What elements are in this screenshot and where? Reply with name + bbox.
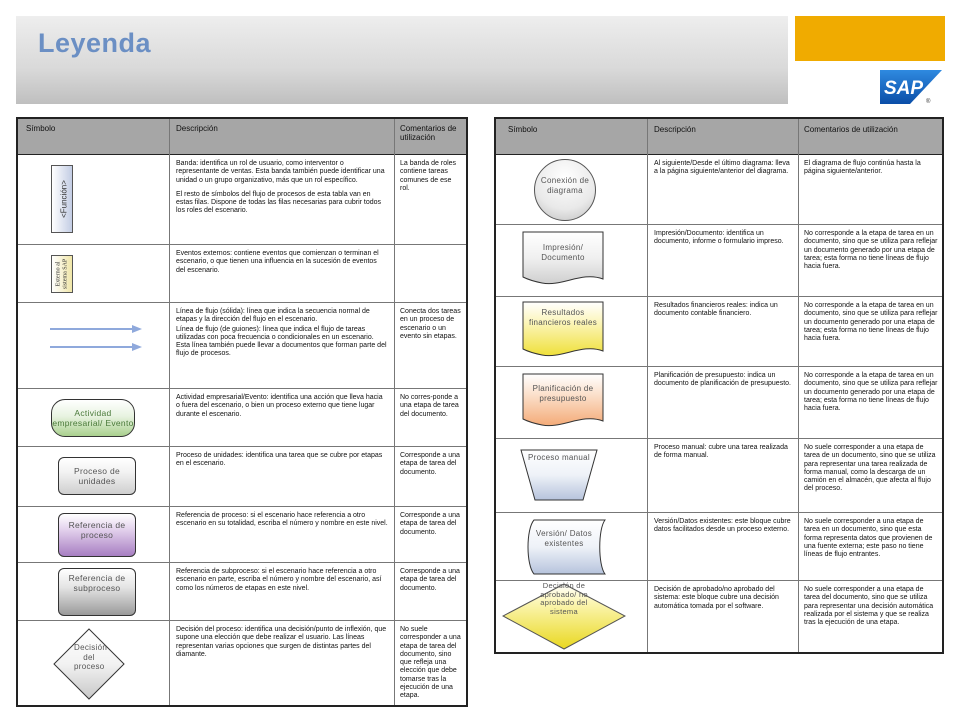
table-row — [496, 439, 942, 513]
left-legend-table — [16, 117, 468, 707]
row-comment: El diagrama de flujo continúa hasta la página siguiente/anterior. — [804, 160, 921, 176]
table-row — [496, 225, 942, 297]
print-document-label: Impresión/ Documento — [541, 243, 585, 262]
table-row — [496, 155, 942, 225]
budget-planning-label: Planificación de presupuesto — [532, 384, 594, 403]
row-comment: No suele corresponder a una etapa de tarea del documento, sino que se utiliza para representar una decisión automática realizada por el sistema y que se realiza tras la ejecución de una etapa. — [804, 586, 934, 627]
subprocess-reference-label: Referencia de subproceso — [68, 573, 126, 593]
table-row — [18, 447, 466, 507]
left-table-header — [18, 119, 466, 155]
row-description: Resultados financieros reales: indica un documento contable financiero. — [654, 302, 778, 318]
row-comment: La banda de roles contiene tareas comunes de ese rol. — [400, 160, 457, 192]
table-row — [18, 507, 466, 563]
accent-bar — [795, 16, 945, 61]
table-row — [18, 245, 466, 303]
row-comment: No suele corresponder a una etapa de tarea de un documento, sino que se utiliza para representar una tarea realizada de forma manual, como la descarga de un camión en el almacén, que afecta al flujo del proceso. — [804, 444, 936, 493]
header-comments: Comentarios de utilización — [804, 125, 898, 134]
row-description: Eventos externos: contiene eventos que comienzan o terminan el escenario, o que tienen una influencia en la sucesión de eventos del escenario. — [176, 250, 379, 274]
external-event-label: Externo al sistema SAP — [55, 258, 68, 290]
row-description: Proceso manual: cubre una tarea realizada de forma manual. — [654, 444, 788, 460]
sap-logo — [880, 70, 945, 106]
external-event-symbol — [51, 255, 73, 293]
row-description: Decisión del proceso: identifica una decisión/punto de inflexión, que supone una elección que debe realizar el usuario. Las líneas representan varias opciones que surgen de distintas partes del diamante. — [176, 626, 387, 658]
row-comment: Corresponde a una etapa de tarea del documento. — [400, 568, 460, 592]
svg-text:®: ® — [926, 99, 931, 105]
table-row — [496, 367, 942, 439]
table-row — [18, 563, 466, 621]
process-decision-label: Decisión del proceso — [74, 643, 108, 671]
row-description: Versión/Datos existentes: este bloque cubre datos facilitados desde un proceso externo. — [654, 518, 791, 534]
role-band-symbol — [51, 165, 73, 233]
business-activity-label: Actividad empresarial/ Evento — [52, 408, 134, 428]
process-reference-symbol — [58, 513, 136, 557]
unit-process-symbol — [58, 457, 136, 495]
row-description-2: Línea de flujo (de guiones): línea que indica el flujo de tareas utilizadas con poca frecuencia o condicionales en un escenario. Esta línea también puede llevar a documentos que forman parte del flujo de procesos. — [176, 325, 387, 358]
row-description: Línea de flujo (sólida): línea que indica la secuencia normal de etapas y la dirección del flujo en el escenario. — [176, 308, 370, 324]
table-row — [18, 155, 466, 245]
page-title: Leyenda — [38, 28, 152, 58]
row-description: Impresión/Documento: identifica un documento, informe o formulario impreso. — [654, 230, 784, 246]
row-comment: No corres-ponde a una etapa de tarea del documento. — [400, 394, 459, 418]
system-decision-label: Decisión de aprobado/ no aprobado del sistema — [540, 581, 588, 616]
diagram-connection-label: Conexión de diagrama — [540, 176, 590, 195]
header-description: Descripción — [654, 125, 696, 134]
row-comment: No suele corresponder a una etapa de tarea del documento, sino que refleja una elección que debe tomarse tras la ejecución de una etapa. — [400, 626, 461, 700]
sap-logo-text: SAP — [884, 78, 924, 99]
row-description: Banda: identifica un rol de usuario, como interventor o representante de ventas. Esta banda también puede identificar una unidad o un grupo organizativo, más que un rol específico. — [176, 160, 385, 184]
row-comment: Corresponde a una etapa de tarea del documento. — [400, 512, 460, 536]
unit-process-label: Proceso de unidades — [74, 466, 120, 486]
table-row — [496, 581, 942, 652]
subprocess-reference-symbol — [58, 568, 136, 616]
financial-results-label: Resultados financieros reales — [528, 308, 598, 327]
row-description: Referencia de proceso: si el escenario hace referencia a otro escenario en su totalidad, escriba el número y nombre en este nivel. — [176, 512, 388, 528]
table-row — [18, 303, 466, 389]
row-description: Decisión de aprobado/no aprobado del sistema: este bloque cubre una decisión automática tomada por el software. — [654, 586, 779, 610]
row-description: Proceso de unidades: identifica una tarea que se cubre por etapas en el escenario. — [176, 452, 383, 468]
header-symbol: Símbolo — [508, 125, 538, 134]
row-description-2: El resto de símbolos del flujo de procesos de esta tabla van en estas filas. Dispone de todas las filas necesarias para cubrir todos los roles del escenario. — [176, 190, 382, 215]
header-comments: Comentarios de utilización — [400, 124, 457, 142]
header-description: Descripción — [176, 124, 218, 133]
process-reference-label: Referencia de proceso — [68, 520, 126, 540]
business-activity-symbol — [51, 399, 135, 437]
title-bar — [16, 16, 788, 104]
right-legend-table — [494, 117, 944, 654]
manual-process-label: Proceso manual — [527, 453, 590, 462]
table-row — [496, 297, 942, 367]
row-description: Al siguiente/Desde el último diagrama: lleva a la página siguiente/anterior del diagrama. — [654, 160, 790, 176]
row-description: Actividad empresarial/Evento: identifica una acción que lleva hacia o fuera del escenario, o bien un proceso externo que tiene lugar durante el escenario. — [176, 394, 383, 418]
row-comment: Corresponde a una etapa de tarea del documento. — [400, 452, 460, 476]
row-description: Planificación de presupuesto: indica un documento de planificación de presupuesto. — [654, 372, 791, 388]
row-comment: No suele corresponder a una etapa de tarea en un documento, sino que esta forma representa datos que provienen de una fuente externa; este paso no tiene líneas de flujo entrantes. — [804, 518, 933, 559]
row-comment: No corresponde a la etapa de tarea en un documento, sino que se utiliza para reflejar un documento generado por una etapa de tarea; esta forma no tiene líneas de flujo hacia fuera. — [804, 302, 938, 343]
role-band-label: <Función> — [59, 180, 69, 218]
row-comment: No corresponde a la etapa de tarea en un documento, sino que se utiliza para reflejar un documento generado por una etapa de tarea; esta forma no tiene líneas de flujo hacia fuera. — [804, 230, 938, 271]
table-row — [18, 389, 466, 447]
existing-data-label: Versión/ Datos existentes — [535, 529, 593, 548]
right-table-header — [496, 119, 942, 155]
header-symbol: Símbolo — [26, 124, 56, 133]
table-row — [18, 621, 466, 705]
table-row — [496, 513, 942, 581]
row-description: Referencia de subproceso: si el escenario hace referencia a otro escenario en parte, escriba el número y nombre del escenario, así como los números de etapas en este nivel. — [176, 568, 382, 592]
row-comment: Conecta dos tareas en un proceso de escenario o un evento sin etapas. — [400, 308, 461, 340]
flow-lines-symbol — [48, 321, 144, 355]
diagram-connection-symbol — [534, 159, 596, 221]
row-comment: No corresponde a la etapa de tarea en un documento, sino que se utiliza para reflejar un documento generado por una etapa de tarea; esta forma no tiene líneas de flujo hacia fuera. — [804, 372, 938, 413]
